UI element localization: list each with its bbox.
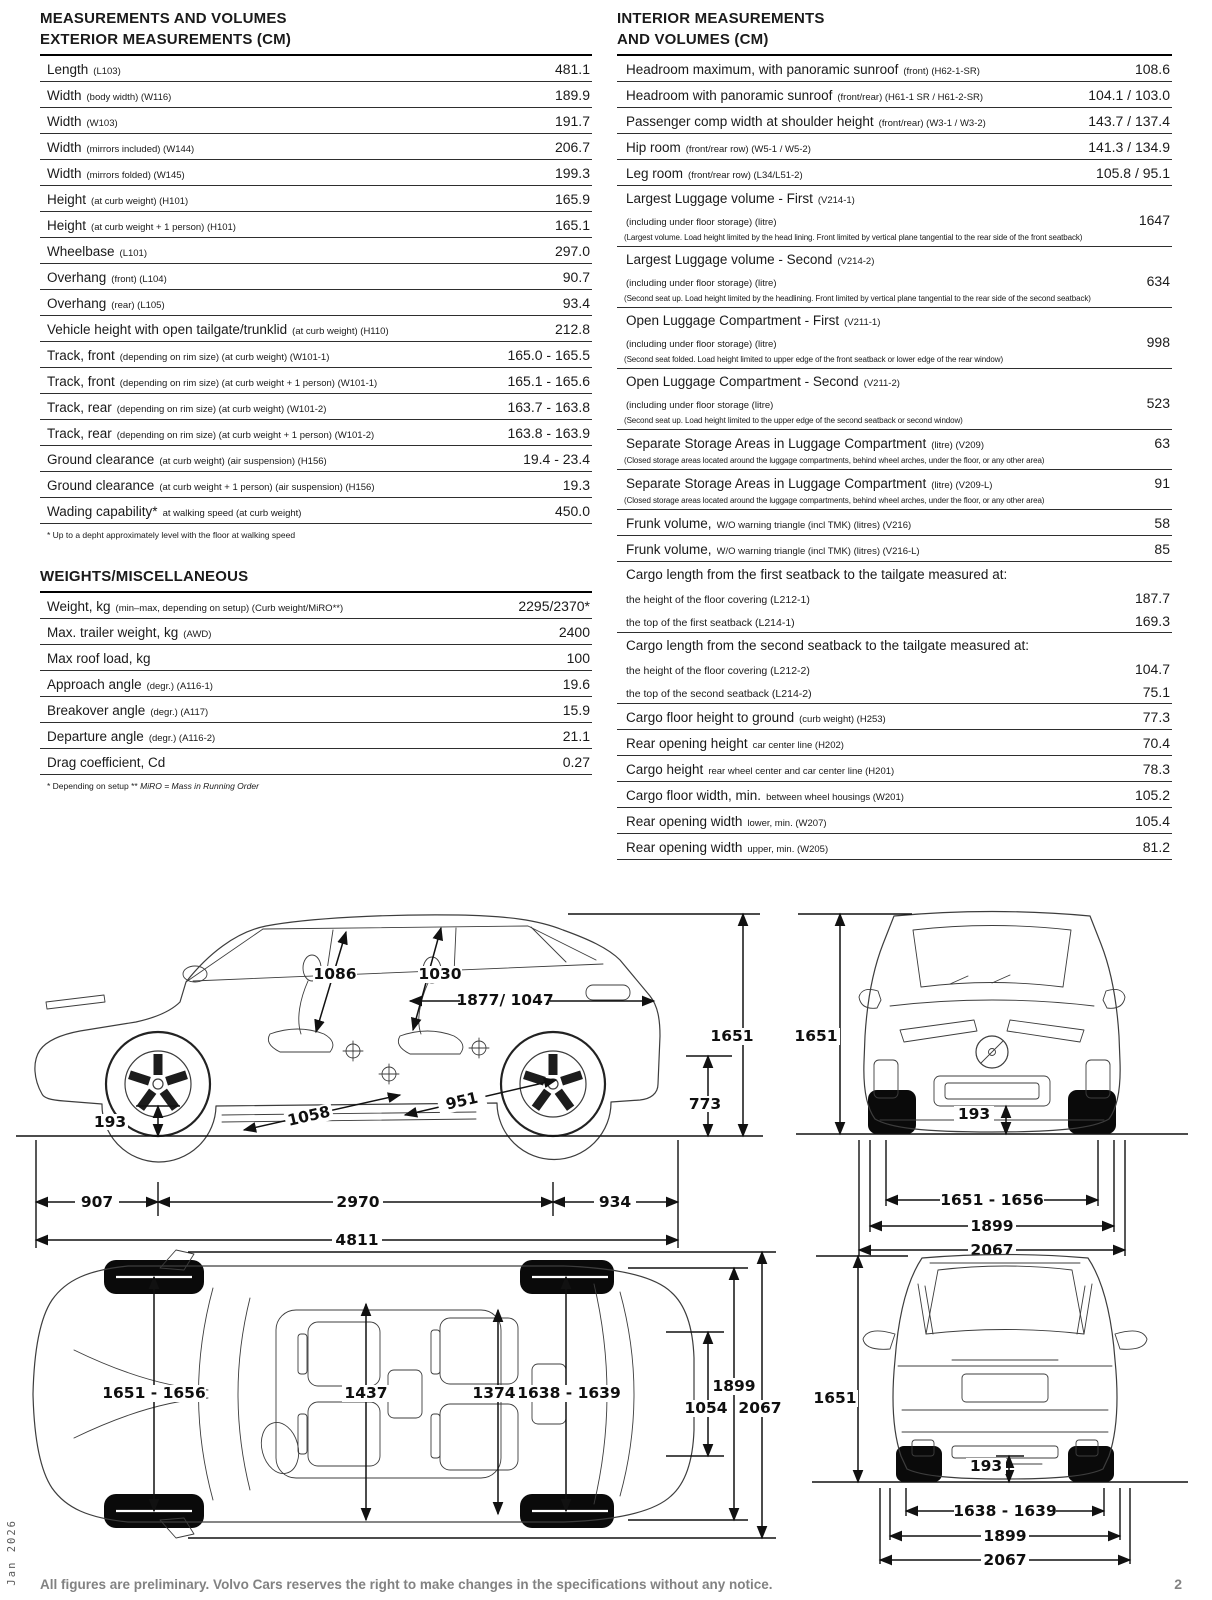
spec-row [617,134,1172,160]
dim-interior-length: 1877/ 1047 [456,991,554,1009]
spec-label: Height [47,191,87,207]
spec-label-detail: car center line (H202) [752,739,844,751]
rear-right-wheel-icon [1068,1446,1114,1482]
interior-measurements-section [617,8,1172,860]
dim-sill-rear: 951 [444,1088,480,1114]
spec-label-detail: (front/rear row) (L34/L51-2) [688,169,803,181]
spec-label-detail: (litre) (V209) [931,439,984,451]
spec-label-detail: (front/rear row) (W5-1 / W5-2) [685,143,811,155]
spec-row [40,160,592,186]
spec-row [40,82,592,108]
spec-row-indent [624,680,1172,703]
spec-label: Open Luggage Compartment - Second [626,373,859,389]
spec-value: 450.0 [554,502,590,519]
dimension-diagrams [0,884,1212,1584]
spec-label-detail: (at curb weight) (H101) [91,195,189,207]
spec-label-detail: upper, min. (W205) [747,843,829,855]
spec-note: (Closed storage areas located around the luggage compartments, behind wheel arches, under the floor, or any other area) [624,456,1045,465]
spec-label: Wheelbase [47,243,115,259]
dim-overall-height: 1651 [813,1389,857,1407]
spec-label: Departure angle [47,728,144,744]
spec-label-detail: W/O warning triangle (incl TMK) (litres) (V216) [716,519,912,531]
spec-label: Largest Luggage volume - First [626,190,813,206]
spec-row [40,264,592,290]
date-side-note: Jan 2026 [6,1519,18,1586]
rear-view-diagram [800,1248,1200,1578]
spec-value: 187.7 [1134,589,1170,606]
interior-table [617,56,1172,860]
spec-value: 90.7 [562,268,590,285]
spec-label: Headroom maximum, with panoramic sunroof [626,61,899,77]
spec-value: 0.27 [562,753,590,770]
dim-body-width: 1899 [983,1527,1027,1545]
spec-row-main [624,247,1172,271]
spec-value: 2400 [558,623,590,640]
spec-sublabel: (including under floor storage) (litre) [626,217,777,228]
spec-sublabel: the height of the floor covering (L212-1) [626,593,810,606]
spec-label-detail: (V211-2) [863,377,900,389]
left-mirror-icon [863,1331,895,1349]
front-view-diagram [782,884,1202,1262]
spec-row [40,749,592,775]
spec-label-detail: (W103) [86,117,118,129]
spec-row [40,446,592,472]
spec-label: Width [47,165,82,181]
section-title: WEIGHTS/MISCELLANEOUS [40,568,249,585]
spec-row [617,808,1172,834]
spec-label-detail: (L103) [93,65,121,77]
spec-row-main [624,756,1172,781]
spec-row [40,316,592,342]
dim-wheelbase: 2970 [336,1193,380,1211]
spec-note: (Largest volume. Load height limited by the head lining. Front limited by vertical plane tangential to the rear side of the front seatback) [624,233,1083,242]
spec-label-detail: (mirrors included) (W144) [86,143,195,155]
dim-overall-length: 4811 [335,1231,379,1249]
weights-section [40,566,592,791]
spec-row [40,472,592,498]
h-point-marker [343,1038,489,1084]
dim-overall-width: 2067 [970,1241,1014,1259]
spec-row [617,633,1172,657]
spec-row [617,756,1172,782]
spec-label: Breakover angle [47,702,146,718]
spec-row-main [624,369,1172,393]
spec-row-main [624,470,1172,495]
spec-row-main [624,510,1172,535]
spec-label: Ground clearance [47,477,155,493]
spec-label: Rear opening width [626,839,743,855]
spec-row [617,186,1172,247]
dim-overall-width: 2067 [738,1399,782,1417]
spec-label: Rear opening width [626,813,743,829]
spec-row [617,609,1172,633]
spec-value: 19.6 [562,675,590,692]
spec-label: Track, rear [47,425,112,441]
spec-row [40,619,592,645]
spec-row [617,82,1172,108]
spec-value: 481.1 [554,60,590,77]
spec-value: 169.3 [1134,612,1170,629]
spec-value: 165.1 - 165.6 [507,372,590,389]
spec-value: 21.1 [562,727,590,744]
spec-label: Wading capability* [47,503,158,519]
spec-label: Leg room [626,165,684,181]
spec-sublabel: the top of the second seatback (L214-2) [626,687,812,700]
spec-label: Ground clearance [47,451,155,467]
spec-label: Width [47,113,82,129]
spec-row-main [624,186,1172,210]
dim-overall-height: 1651 [794,1027,838,1045]
spec-value: 93.4 [562,294,590,311]
spec-row-sub [624,271,1172,293]
spec-label-detail: (depending on rim size) (at curb weight + 1 person) (W101-2) [116,429,375,441]
spec-value: 75.1 [1142,683,1170,700]
spec-label: Hip room [626,139,681,155]
disclaimer-text: All figures are preliminary. Volvo Cars reserves the right to make changes in the specifications without any notice. [40,1577,773,1592]
spec-row [40,723,592,749]
spec-label: Overhang [47,295,107,311]
spec-row-main [624,430,1172,455]
spec-label-detail: W/O warning triangle (incl TMK) (litres) (V216-L) [716,545,920,557]
dim-load-height: 773 [688,1095,722,1113]
spec-label-detail: (front/rear) (W3-1 / W3-2) [878,117,986,129]
spec-value: 19.4 - 23.4 [523,450,590,467]
spec-label: Track, rear [47,399,112,415]
spec-value: 1647 [1138,212,1170,228]
dim-roof-front: 1086 [313,965,357,983]
spec-label: Separate Storage Areas in Luggage Compartment [626,475,927,491]
car-body-outline [35,915,660,1162]
spec-value: 78.3 [1142,760,1170,777]
section-subtitle: EXTERIOR MEASUREMENTS (CM) [40,31,292,48]
spec-label: Width [47,139,82,155]
spec-value: 91 [1154,474,1170,491]
dim-ground-clearance: 193 [969,1457,1003,1475]
spec-row-main [624,704,1172,729]
spec-row [617,782,1172,808]
spec-label-detail: (body width) (W116) [86,91,172,103]
spec-value: 105.4 [1134,812,1170,829]
dim-front-shoulder: 1437 [344,1384,388,1402]
spec-row [617,430,1172,470]
spec-row [40,671,592,697]
spec-value: 191.7 [554,112,590,129]
spec-row [617,586,1172,609]
spec-label: Cargo height [626,761,704,777]
spec-label-detail: (AWD) [183,628,212,640]
weights-table [40,593,592,775]
spec-row [617,680,1172,704]
spec-row [40,186,592,212]
spec-label-detail: between wheel housings (W201) [766,791,904,803]
top-view-diagram [8,1246,788,1576]
spec-label: Headroom with panoramic sunroof [626,87,833,103]
spec-label-detail: (depending on rim size) (at curb weight) (W101-2) [116,403,327,415]
dim-front-track: 1651 - 1656 [102,1384,206,1402]
spec-value: 100 [566,649,590,666]
spec-sublabel: (including under floor storage) (litre) [626,339,777,350]
dim-body-width: 1899 [970,1217,1014,1235]
spec-label-detail: (front) (L104) [111,273,167,285]
spec-label-detail: (V211-1) [844,316,881,328]
spec-row-main [624,308,1172,332]
dim-body-width: 1899 [712,1377,756,1395]
spec-value: 108.6 [1134,60,1170,77]
spec-row [40,212,592,238]
spec-row [40,697,592,723]
spec-row-main [624,82,1172,107]
spec-row [40,342,592,368]
spec-value: 58 [1154,514,1170,531]
spec-label-detail: (at curb weight + 1 person) (air suspension) (H156) [159,481,375,493]
spec-label-detail: (at curb weight) (air suspension) (H156) [159,455,327,467]
right-mirror-icon [1115,1331,1147,1349]
spec-note: (Closed storage areas located around the luggage compartments, behind wheel arches, under the floor, or any other area) [624,496,1045,505]
spec-label: Max. trailer weight, kg [47,624,179,640]
spec-row-main [624,160,1172,185]
exterior-table [40,56,592,524]
spec-label-detail: (V214-1) [817,194,855,206]
steering-wheel-icon [256,1418,304,1478]
spec-value: 523 [1146,395,1170,411]
rear-wheel-icon [501,1032,605,1136]
dim-sill-front: 1058 [285,1102,332,1130]
spec-row [40,645,592,671]
spec-label: Cargo floor width, min. [626,787,762,803]
spec-label-detail: (front/rear) (H61-1 SR / H61-2-SR) [837,91,984,103]
spec-row-indent [624,586,1172,609]
spec-row-main [624,134,1172,159]
spec-label: Rear opening height [626,735,748,751]
spec-row-main [624,108,1172,133]
spec-value: 77.3 [1142,708,1170,725]
spec-value: 63 [1154,434,1170,451]
spec-value: 998 [1146,334,1170,350]
spec-label: Separate Storage Areas in Luggage Compartment [626,435,927,451]
spec-row-main [624,834,1172,859]
spec-row-main [624,633,1172,657]
spec-row [617,834,1172,860]
spec-note: (Second seat up. Load height limited to the upper edge of the second seatback or second window) [624,416,963,425]
spec-row [40,290,592,316]
spec-value: 212.8 [554,320,590,337]
dim-track: 1638 - 1639 [953,1502,1057,1520]
spec-row [40,238,592,264]
spec-label-detail: rear wheel center and car center line (H201) [708,765,895,777]
spec-row-sub [624,332,1172,354]
spec-label-detail: (front) (H62-1-SR) [903,65,980,77]
dim-overall-width: 2067 [983,1551,1027,1569]
spec-row [40,108,592,134]
spec-label: Overhang [47,269,107,285]
spec-label-detail: (degr.) (A117) [150,706,209,718]
spec-label-detail: (at curb weight + 1 person) (H101) [91,221,236,233]
spec-label: Vehicle height with open tailgate/trunklid [47,321,288,337]
dim-rear-overhang: 934 [598,1193,632,1211]
spec-row [40,593,592,619]
spec-label: Weight, kg [47,598,111,614]
spec-value: 143.7 / 137.4 [1088,112,1170,129]
spec-value: 165.0 - 165.5 [507,346,590,363]
section-subtitle: AND VOLUMES (CM) [617,31,769,48]
spec-value: 85 [1154,540,1170,557]
spec-sublabel: the top of the first seatback (L214-1) [626,616,795,629]
spec-value: 165.1 [554,216,590,233]
spec-label-detail: lower, min. (W207) [747,817,827,829]
spec-row-main [624,730,1172,755]
spec-label: Max roof load, kg [47,650,151,666]
spec-row [617,308,1172,369]
spec-value: 634 [1146,273,1170,289]
spec-value: 19.3 [562,476,590,493]
spec-row-sub [624,210,1172,232]
dim-overall-height: 1651 [710,1027,754,1045]
spec-label-detail: (mirrors folded) (W145) [86,169,185,181]
spec-row [40,56,592,82]
spec-row [617,657,1172,680]
car-rear-outline [863,1255,1147,1480]
spec-label-detail: (at curb weight) (H110) [292,325,389,337]
spec-label: Open Luggage Compartment - First [626,312,840,328]
spec-row-main [624,808,1172,833]
spec-label: Frunk volume, [626,541,712,557]
spec-label: Length [47,61,89,77]
dim-rear-shoulder: 1374 [472,1384,516,1402]
spec-value: 297.0 [554,242,590,259]
spec-label: Approach angle [47,676,142,692]
spec-label: Cargo length from the first seatback to the tailgate measured at: [626,566,1008,582]
spec-label: Height [47,217,87,233]
spec-row [617,562,1172,586]
spec-row [40,394,592,420]
exterior-measurements-section [40,8,592,860]
page-number: 2 [1174,1576,1182,1592]
spec-row [40,368,592,394]
spec-value: 2295/2370* [518,597,590,614]
dim-front-overhang: 907 [80,1193,114,1211]
spec-row-main [624,562,1172,586]
spec-label: Largest Luggage volume - Second [626,251,833,267]
footnote: * Up to a depht approximately level with the floor at walking speed [47,530,296,540]
spec-row-indent [624,657,1172,680]
spec-row [617,160,1172,186]
spec-value: 163.8 - 163.9 [507,424,590,441]
dim-ground-clearance: 193 [957,1105,991,1123]
spec-row [617,704,1172,730]
spec-value: 189.9 [554,86,590,103]
spec-label-detail: (litre) (V209-L) [931,479,993,491]
spec-label: Drag coefficient, Cd [47,754,166,770]
spec-label: Track, front [47,347,115,363]
dim-ground-clearance: 193 [93,1113,127,1131]
spec-row [617,536,1172,562]
dim-opening-width: 1054 [684,1399,728,1417]
spec-label-detail: (degr.) (A116-1) [146,680,213,692]
footnote: * Depending on setup ** MiRO = Mass in Running Order [47,781,259,791]
spec-label-detail: (degr.) (A116-2) [148,732,216,744]
spec-sublabel: the height of the floor covering (L212-2) [626,664,810,677]
dim-track: 1651 - 1656 [940,1191,1044,1209]
spec-label-detail: (depending on rim size) (at curb weight + 1 person) (W101-1) [119,377,378,389]
side-view-diagram [8,884,778,1256]
spec-label: Cargo floor height to ground [626,709,795,725]
spec-sublabel: (including under floor storage) (litre) [626,278,777,289]
spec-label-detail: (depending on rim size) (at curb weight) (W101-1) [119,351,330,363]
spec-value: 165.9 [554,190,590,207]
spec-value: 104.1 / 103.0 [1088,86,1170,103]
spec-value: 105.2 [1134,786,1170,803]
spec-label-detail: at walking speed (at curb weight) [162,507,302,519]
spec-label-detail: (V214-2) [837,255,875,267]
spec-value: 15.9 [562,701,590,718]
spec-label-detail: (min–max, depending on setup) (Curb weight/MiRO**) [115,602,344,614]
spec-value: 163.7 - 163.8 [507,398,590,415]
spec-value: 105.8 / 95.1 [1096,164,1170,181]
spec-row [40,420,592,446]
spec-row [617,470,1172,510]
spec-row [617,56,1172,82]
rear-left-wheel-icon [896,1446,942,1482]
spec-value: 81.2 [1142,838,1170,855]
spec-row-main [624,56,1172,81]
section-title: MEASUREMENTS AND VOLUMES [40,10,287,27]
spec-row [40,134,592,160]
spec-value: 199.3 [554,164,590,181]
dim-roof-rear: 1030 [418,965,462,983]
spec-row [40,498,592,524]
page-footer [40,1576,1182,1592]
spec-row-sub [624,393,1172,415]
spec-value: 70.4 [1142,734,1170,751]
spec-row-main [624,536,1172,561]
spec-row [617,369,1172,430]
spec-label-detail: (curb weight) (H253) [799,713,886,725]
spec-row [617,510,1172,536]
spec-sublabel: (including under floor storage (litre) [626,400,774,411]
spec-value: 104.7 [1134,660,1170,677]
spec-value: 141.3 / 134.9 [1088,138,1170,155]
spec-label: Track, front [47,373,115,389]
spec-label-detail: (rear) (L105) [111,299,165,311]
dim-rear-track: 1638 - 1639 [517,1384,621,1402]
spec-row [617,108,1172,134]
spec-label: Passenger comp width at shoulder height [626,113,874,129]
spec-label-detail: (L101) [119,247,148,259]
spec-label: Frunk volume, [626,515,712,531]
spec-row-main [624,782,1172,807]
spec-note: (Second seat folded. Load height limited to upper edge of the front seatback or lower edge of the rear window) [624,355,1004,364]
spec-label: Width [47,87,82,103]
spec-label: Cargo length from the second seatback to the tailgate measured at: [626,637,1029,653]
spec-row-indent [624,609,1172,632]
spec-note: (Second seat up. Load height limited by the headlining. Front limited by vertical plane tangential to the rear side of the second seatback) [624,294,1091,303]
spec-value: 206.7 [554,138,590,155]
spec-row [617,247,1172,308]
spec-row [617,730,1172,756]
section-title: INTERIOR MEASUREMENTS [617,10,825,27]
